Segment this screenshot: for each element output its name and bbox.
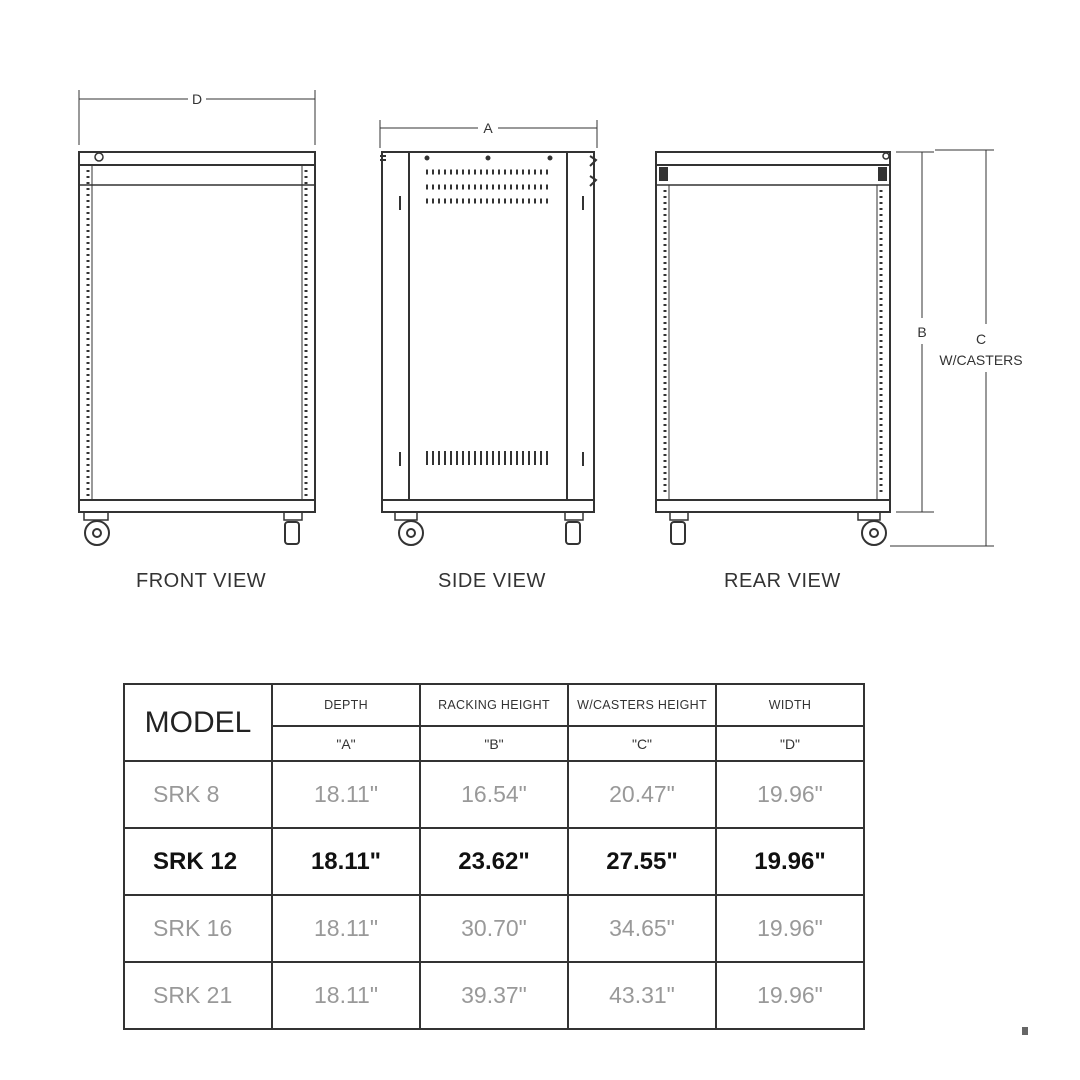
col-header-racking-height: RACKING HEIGHT (420, 684, 568, 726)
table-row (124, 895, 864, 962)
col-header-width: WIDTH (716, 684, 864, 726)
col-code-d: "D" (716, 726, 864, 761)
racking-height-cell: 39.37" (420, 962, 568, 1029)
front-view-drawing (79, 90, 315, 545)
side-view-label: SIDE VIEW (438, 570, 546, 592)
model-cell: SRK 16 (124, 895, 272, 962)
racking-height-cell: 16.54" (420, 761, 568, 828)
racking-height-cell: 23.62" (420, 828, 568, 895)
racking-height-cell: 30.70" (420, 895, 568, 962)
width-cell: 19.96" (716, 828, 864, 895)
depth-cell: 18.11" (272, 828, 420, 895)
col-code-c: "C" (568, 726, 716, 761)
col-code-b: "B" (420, 726, 568, 761)
depth-cell: 18.11" (272, 761, 420, 828)
casters-height-cell: 20.47" (568, 761, 716, 828)
spec-table (123, 683, 865, 1030)
casters-height-cell: 43.31" (568, 962, 716, 1029)
side-view-drawing (380, 120, 597, 545)
casters-height-cell: 27.55" (568, 828, 716, 895)
width-cell: 19.96" (716, 895, 864, 962)
model-cell: SRK 12 (124, 828, 272, 895)
dim-label-b: B (917, 324, 927, 340)
table-row (124, 761, 864, 828)
corner-mark (1022, 1027, 1028, 1035)
col-header-casters-height: W/CASTERS HEIGHT (568, 684, 716, 726)
rear-view-drawing (656, 150, 994, 546)
dim-label-d: D (191, 91, 203, 107)
depth-cell: 18.11" (272, 895, 420, 962)
model-header: MODEL (124, 684, 272, 761)
dim-label-c-casters: W/CASTERS (939, 352, 1023, 368)
front-view-label: FRONT VIEW (136, 570, 267, 592)
model-cell: SRK 8 (124, 761, 272, 828)
depth-cell: 18.11" (272, 962, 420, 1029)
dim-label-c: C (975, 331, 987, 347)
table-row (124, 828, 864, 895)
casters-height-cell: 34.65" (568, 895, 716, 962)
col-code-a: "A" (272, 726, 420, 761)
table-row (124, 962, 864, 1029)
model-cell: SRK 21 (124, 962, 272, 1029)
col-header-depth: DEPTH (272, 684, 420, 726)
width-cell: 19.96" (716, 761, 864, 828)
rear-view-label: REAR VIEW (724, 570, 841, 592)
dim-label-a: A (483, 120, 493, 136)
width-cell: 19.96" (716, 962, 864, 1029)
